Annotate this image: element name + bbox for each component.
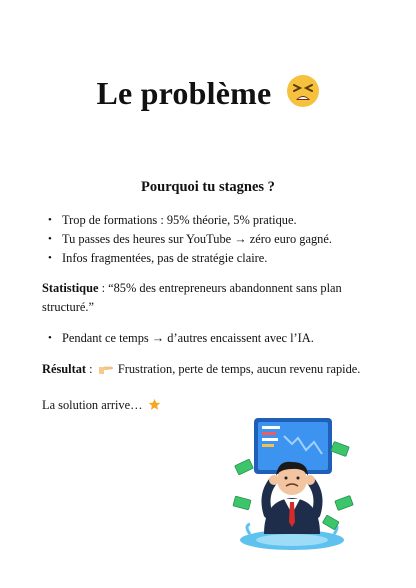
solution-text: La solution arrive… bbox=[42, 398, 143, 412]
statistique-text: “85% des entrepreneurs abandonnent sans plan structuré.” bbox=[42, 281, 342, 314]
stressed-businessman-illustration bbox=[228, 414, 358, 554]
meanwhile-list bbox=[42, 329, 382, 348]
page-title bbox=[0, 74, 416, 116]
resultat-separator: : bbox=[86, 362, 96, 376]
tired-face-icon bbox=[286, 74, 320, 116]
list-item: • Pendant ce temps → d’autres encaissent avec l’IA. bbox=[42, 329, 382, 348]
statistique-paragraph bbox=[42, 279, 377, 317]
list-item: • Tu passes des heures sur YouTube → zéro euro gagné. bbox=[42, 230, 382, 249]
resultat-label: Résultat bbox=[42, 362, 87, 376]
resultat-paragraph bbox=[42, 360, 377, 381]
title-text: Le problème bbox=[96, 75, 272, 111]
resultat-text: Frustration, perte de temps, aucun revenu rapide. bbox=[117, 362, 361, 376]
list-item: • Infos fragmentées, pas de stratégie claire. bbox=[42, 249, 382, 268]
problem-list bbox=[42, 211, 382, 268]
pointing-hand-icon bbox=[98, 362, 113, 381]
star-icon bbox=[148, 398, 161, 417]
list-item: • Trop de formations : 95% théorie, 5% pratique. bbox=[42, 211, 382, 230]
statistique-label: Statistique bbox=[42, 281, 99, 295]
section-subtitle: Pourquoi tu stagnes ? bbox=[141, 179, 275, 195]
statistique-separator: : bbox=[98, 281, 109, 295]
